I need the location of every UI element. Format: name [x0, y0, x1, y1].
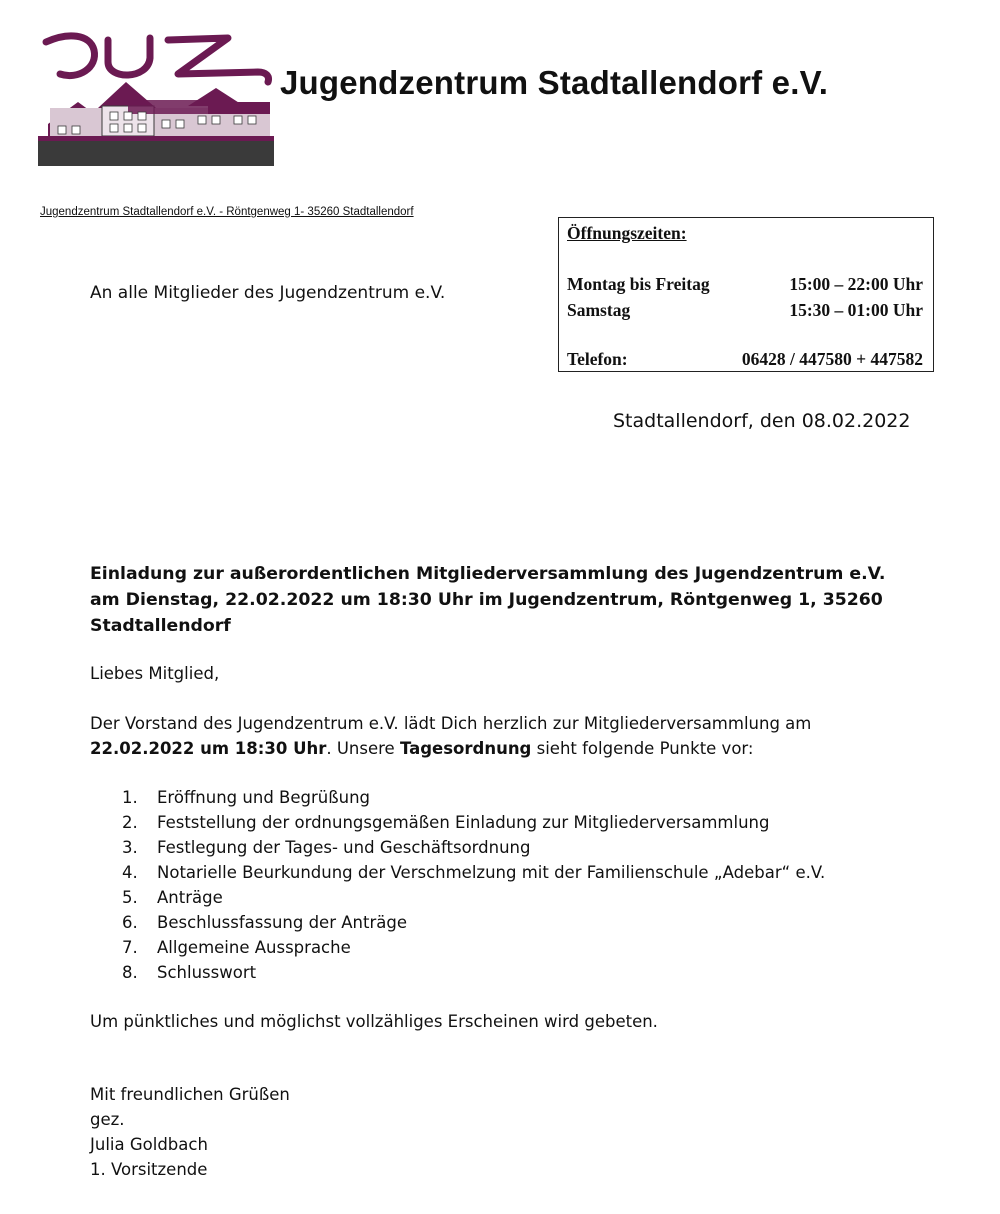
- intro-tail-text: sieht folgende Punkte vor:: [531, 739, 754, 758]
- hours-day-weekdays: Montag bis Freitag: [567, 274, 710, 294]
- organization-name: Jugendzentrum Stadtallendorf e.V.: [280, 64, 829, 101]
- agenda-word-bold: Tagesordnung: [399, 739, 532, 758]
- sender-address-line: Jugendzentrum Stadtallendorf e.V. - Röntgenweg 1- 35260 Stadtallendorf: [40, 206, 414, 218]
- recipient: An alle Mitglieder des Jugendzentrum e.V.: [90, 283, 446, 303]
- closing-signed: gez.: [90, 1110, 125, 1129]
- list-item: 3. Festlegung der Tages- und Geschäftsordnung: [122, 838, 531, 857]
- hours-day-saturday: Samstag: [567, 300, 631, 320]
- closing-greeting: Mit freundlichen Grüßen: [90, 1085, 290, 1104]
- closing-block: [90, 1082, 290, 1182]
- phone-label: Telefon:: [567, 349, 628, 369]
- list-item: 6. Beschlussfassung der Anträge: [122, 913, 407, 932]
- subject-line-1: Einladung zur außerordentlichen Mitgliederversammlung des Jugendzentrum e.V.: [90, 564, 886, 584]
- subject-line-3: Stadtallendorf: [90, 616, 231, 636]
- place-date: Stadtallendorf, den 08.02.2022: [613, 410, 911, 432]
- organization-logo: [38, 28, 274, 166]
- opening-hours-box: [558, 217, 934, 372]
- list-item: 2. Feststellung der ordnungsgemäßen Einladung zur Mitgliederversammlung: [122, 813, 770, 832]
- list-item: 8. Schlusswort: [122, 963, 257, 982]
- meeting-date-bold: 22.02.2022 um 18:30 Uhr: [90, 739, 327, 758]
- opening-hours-title: Öffnungszeiten:: [567, 223, 687, 243]
- phone-value: 06428 / 447580 + 447582: [741, 349, 923, 369]
- signatory-role: 1. Vorsitzende: [90, 1160, 208, 1179]
- logo-graphic: [38, 28, 274, 166]
- intro-line-1: Der Vorstand des Jugendzentrum e.V. lädt Dich herzlich zur Mitgliederversammlung am: [90, 714, 812, 733]
- subject-line-2: am Dienstag, 22.02.2022 um 18:30 Uhr im Jugendzentrum, Röntgenweg 1, 35260: [90, 590, 883, 610]
- intro-line-2: [90, 736, 811, 761]
- signatory-name: Julia Goldbach: [90, 1135, 208, 1154]
- intro-paragraph: [90, 711, 811, 761]
- hours-time-saturday: 15:30 – 01:00 Uhr: [789, 300, 923, 320]
- attendance-note: Um pünktliches und möglichst vollzähliges Erscheinen wird gebeten.: [90, 1012, 658, 1031]
- salutation: Liebes Mitglied,: [90, 664, 220, 683]
- intro-mid-text: . Unsere: [326, 739, 400, 758]
- list-item: 1. Eröffnung und Begrüßung: [122, 788, 371, 807]
- hours-time-weekdays: 15:00 – 22:00 Uhr: [789, 274, 923, 294]
- list-item: 5. Anträge: [122, 888, 223, 907]
- agenda-list: [122, 785, 825, 985]
- list-item: 4. Notarielle Beurkundung der Verschmelzung mit der Familienschule „Adebar“ e.V.: [122, 863, 826, 882]
- subject: [90, 561, 950, 639]
- list-item: 7. Allgemeine Aussprache: [122, 938, 351, 957]
